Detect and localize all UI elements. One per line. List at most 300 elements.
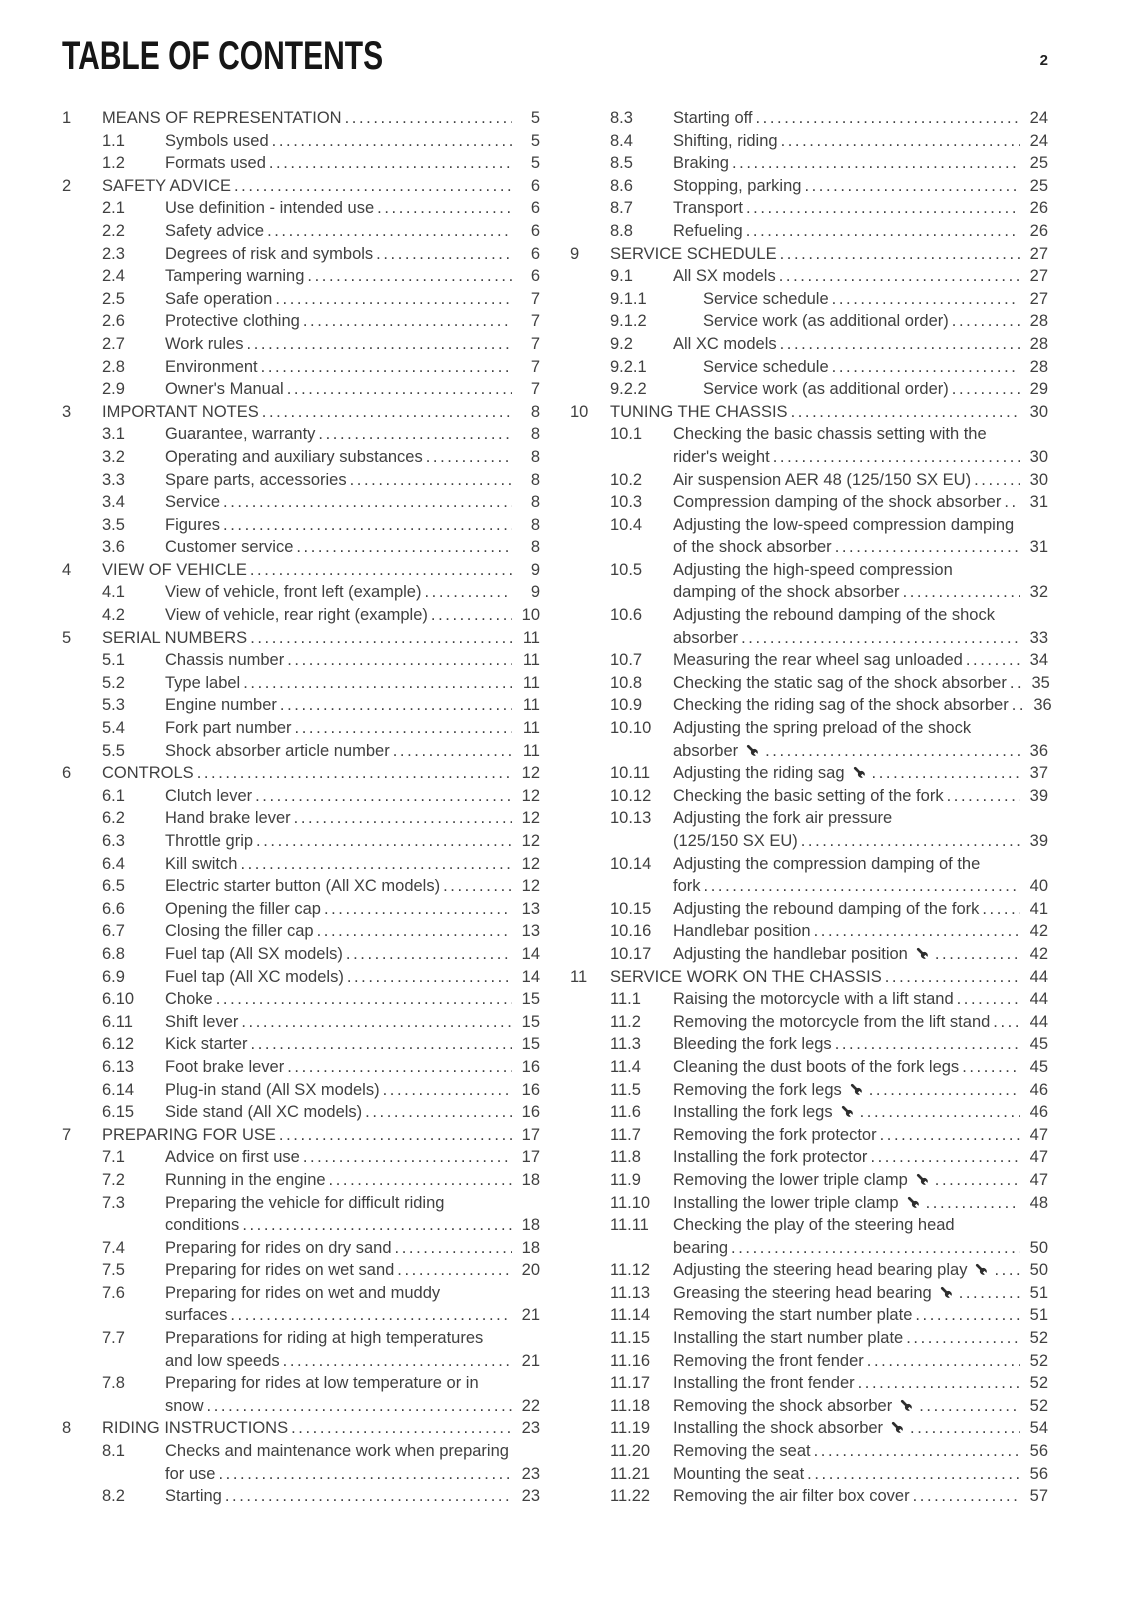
toc-entry [570, 1079, 1048, 1102]
entry-title: VIEW OF VEHICLE [102, 560, 247, 579]
entry-line [165, 514, 540, 537]
entry-number: 2.4 [102, 267, 125, 286]
entry-title: Bleeding the fork legs [673, 1035, 832, 1054]
entry-lines [165, 491, 540, 514]
entry-page-number: 8 [530, 538, 540, 557]
toc-column-right [570, 107, 1052, 1508]
dot-leader [395, 1237, 512, 1260]
toc-entry [62, 717, 540, 740]
entry-lines [165, 1259, 540, 1282]
dot-leader [279, 1124, 512, 1147]
entry-lines [673, 1056, 1048, 1079]
entry-lines [673, 1304, 1048, 1327]
dot-leader [781, 130, 1020, 153]
entry-lines [165, 152, 540, 175]
entry-title: Preparations for riding at high temperatures [165, 1329, 484, 1348]
entry-line [673, 1440, 1048, 1463]
entry-title: Preparing for rides on wet sand [165, 1261, 395, 1280]
entry-line [102, 175, 540, 198]
entry-line [673, 604, 1048, 627]
dot-leader [1012, 694, 1024, 717]
toc-columns [62, 107, 1052, 1508]
entry-line [165, 491, 540, 514]
toc-entry [570, 491, 1048, 514]
entry-page-number: 18 [521, 1216, 540, 1235]
entry-line [165, 152, 540, 175]
entry-line [165, 1237, 540, 1260]
entry-title: Measuring the rear wheel sag unloaded [673, 651, 963, 670]
entry-title: Adjusting the riding sag [673, 764, 845, 783]
dot-leader [347, 966, 512, 989]
entry-title: All XC models [673, 334, 777, 353]
entry-line [102, 1417, 540, 1440]
entry-number: 6.1 [102, 786, 125, 805]
entry-line [673, 1304, 1048, 1327]
entry-title: bearing [673, 1238, 729, 1257]
entry-page-number: 31 [1029, 493, 1048, 512]
toc-entry [570, 333, 1048, 356]
entry-number: 11.14 [610, 1306, 651, 1325]
dot-leader [947, 785, 1020, 808]
entry-lines [165, 310, 540, 333]
toc-entry [570, 288, 1048, 311]
entry-line [102, 762, 540, 785]
entry-line [673, 717, 1048, 740]
entry-lines [165, 333, 540, 356]
dot-leader [329, 1169, 512, 1192]
entry-line [165, 740, 540, 763]
entry-line [673, 1463, 1048, 1486]
dot-leader [223, 514, 512, 537]
entry-line [703, 356, 1048, 379]
entry-number: 1 [62, 109, 72, 127]
dot-leader [746, 220, 1020, 243]
entry-page-number: 50 [1029, 1261, 1048, 1280]
entry-number: 2.7 [102, 334, 125, 353]
entry-lines [165, 130, 540, 153]
entry-title: Removing the start number plate [673, 1306, 913, 1325]
entry-page-number: 33 [1029, 628, 1048, 647]
toc-entry [62, 1282, 540, 1327]
entry-line [673, 1192, 1048, 1215]
entry-line [165, 1372, 540, 1395]
dot-leader [872, 762, 1020, 785]
entry-lines [673, 1282, 1048, 1305]
dot-leader [247, 333, 512, 356]
entry-number: 2.6 [102, 312, 125, 331]
entry-number: 11.2 [610, 1012, 641, 1031]
entry-title: Braking [673, 154, 729, 173]
entry-number: 8.1 [102, 1442, 125, 1461]
entry-lines [165, 1372, 540, 1417]
entry-title: Raising the motorcycle with a lift stand [673, 990, 954, 1009]
entry-lines [165, 446, 540, 469]
entry-title: Service [165, 493, 221, 512]
entry-title: absorber [673, 628, 739, 647]
entry-lines [165, 1237, 540, 1260]
entry-line [165, 694, 540, 717]
entry-line [610, 401, 1048, 424]
entry-line [673, 175, 1048, 198]
entry-lines [673, 1440, 1048, 1463]
entry-line [673, 807, 1048, 830]
entry-title: Installing the fork protector [673, 1148, 868, 1167]
entry-lines [673, 604, 1048, 649]
toc-entry [570, 1259, 1048, 1282]
entry-title: Service work (as additional order) [703, 380, 949, 399]
entry-lines [165, 807, 540, 830]
entry-title: Handlebar position [673, 922, 811, 941]
entry-lines [165, 1011, 540, 1034]
entry-page-number: 36 [1029, 741, 1048, 760]
entry-line [165, 1304, 540, 1327]
entry-page-number: 12 [521, 809, 540, 828]
dot-leader [261, 356, 512, 379]
toc-entry [62, 265, 540, 288]
entry-line [673, 694, 1052, 717]
dot-leader [251, 1033, 512, 1056]
entry-title: Installing the fork legs [673, 1103, 833, 1122]
entry-title: absorber [673, 741, 739, 760]
entry-page-number: 42 [1029, 922, 1048, 941]
entry-number: 10.14 [610, 854, 652, 873]
entry-title: fork [673, 877, 701, 896]
toc-entry [62, 423, 540, 446]
entry-lines [673, 1485, 1048, 1508]
toc-entry [570, 807, 1048, 852]
entry-line [102, 401, 540, 424]
entry-page-number: 47 [1029, 1170, 1048, 1189]
entry-lines [673, 265, 1048, 288]
entry-number: 5 [62, 628, 72, 647]
entry-number: 10.1 [610, 425, 643, 444]
entry-title: Safety advice [165, 221, 265, 240]
entry-line [165, 446, 540, 469]
entry-number: 8.5 [610, 154, 633, 173]
toc-entry [62, 740, 540, 763]
entry-line [673, 627, 1048, 650]
dot-leader [223, 491, 512, 514]
dot-leader [291, 1417, 512, 1440]
entry-line [703, 378, 1048, 401]
entry-line [673, 446, 1048, 469]
entry-lines [102, 627, 540, 650]
entry-lines [673, 152, 1048, 175]
entry-line [165, 220, 540, 243]
entry-title: Checking the basic setting of the fork [673, 786, 944, 805]
entry-line [610, 966, 1048, 989]
entry-title: Greasing the steering head bearing [673, 1283, 932, 1302]
entry-lines [673, 356, 1048, 379]
entry-title: Fuel tap (All XC models) [165, 967, 344, 986]
toc-entry [570, 853, 1048, 898]
entry-title: Advice on first use [165, 1148, 300, 1167]
entry-page-number: 13 [521, 922, 540, 941]
entry-number: 2.2 [102, 221, 125, 240]
toc-entry [62, 1124, 540, 1147]
entry-page-number: 16 [521, 1080, 540, 1099]
dot-leader [216, 988, 512, 1011]
entry-number: 7.7 [102, 1329, 125, 1348]
entry-page-number: 5 [530, 131, 540, 150]
entry-page-number: 10 [521, 606, 540, 625]
toc-entry [570, 175, 1048, 198]
entry-lines [165, 1440, 540, 1485]
entry-line [165, 1214, 540, 1237]
entry-line [165, 966, 540, 989]
entry-title: Checking the basic chassis setting with the [673, 425, 987, 444]
toc-entry [62, 830, 540, 853]
entry-title: Foot brake lever [165, 1057, 285, 1076]
dot-leader [935, 1169, 1020, 1192]
entry-title: Shift lever [165, 1012, 239, 1031]
entry-lines [673, 1417, 1048, 1440]
toc-entry [570, 1101, 1048, 1124]
entry-line [165, 1259, 540, 1282]
entry-title: Chassis number [165, 651, 285, 670]
entry-page-number: 48 [1029, 1193, 1048, 1212]
entry-line [673, 1417, 1048, 1440]
dot-leader [791, 401, 1020, 424]
entry-line [165, 1350, 540, 1373]
dot-leader [443, 875, 512, 898]
entry-line [165, 807, 540, 830]
entry-line [673, 740, 1048, 763]
entry-title: and low speeds [165, 1351, 280, 1370]
dot-leader [835, 536, 1020, 559]
toc-entry [62, 1056, 540, 1079]
entry-title: Degrees of risk and symbols [165, 244, 374, 263]
entry-number: 2.9 [102, 380, 125, 399]
entry-page-number: 16 [521, 1103, 540, 1122]
dot-leader [324, 898, 512, 921]
entry-lines [673, 762, 1048, 785]
entry-line [165, 830, 540, 853]
entry-number: 3.2 [102, 447, 125, 466]
toc-entry [62, 536, 540, 559]
toc-entry [62, 1259, 540, 1282]
entry-title: Shock absorber article number [165, 741, 390, 760]
entry-title: Refueling [673, 221, 743, 240]
toc-entry [570, 1192, 1048, 1215]
entry-line [165, 265, 540, 288]
entry-number: 10.7 [610, 651, 643, 670]
toc-entry [62, 243, 540, 266]
entry-number: 10.17 [610, 944, 652, 963]
dot-leader [225, 1485, 512, 1508]
entry-title: Figures [165, 515, 221, 534]
entry-page-number: 11 [522, 719, 540, 738]
dot-leader [431, 604, 512, 627]
entry-number: 9.1 [610, 267, 633, 286]
entry-page-number: 6 [530, 267, 540, 286]
entry-lines [673, 514, 1048, 559]
entry-lines [673, 310, 1048, 333]
entry-lines [165, 988, 540, 1011]
entry-line [165, 130, 540, 153]
entry-title: for use [165, 1464, 216, 1483]
entry-title: rider's weight [673, 447, 770, 466]
entry-title: Removing the seat [673, 1442, 811, 1461]
toc-entry [62, 627, 540, 650]
toc-entry [570, 1282, 1048, 1305]
toc-entry [62, 220, 540, 243]
toc-entry [570, 1033, 1048, 1056]
entry-lines [165, 536, 540, 559]
entry-number: 6.4 [102, 854, 125, 873]
entry-line [673, 762, 1048, 785]
entry-page-number: 29 [1029, 380, 1048, 399]
entry-lines [165, 514, 540, 537]
entry-lines [165, 197, 540, 220]
entry-number: 10.9 [610, 696, 643, 715]
entry-title: Tampering warning [165, 267, 305, 286]
entry-page-number: 6 [530, 244, 540, 263]
entry-lines [673, 378, 1048, 401]
toc-entry [62, 1011, 540, 1034]
toc-entry [62, 672, 540, 695]
entry-page-number: 39 [1029, 832, 1048, 850]
dot-leader [294, 807, 512, 830]
entry-lines [165, 1101, 540, 1124]
entry-title: Adjusting the compression damping of the [673, 854, 981, 873]
entry-number: 2.3 [102, 244, 125, 263]
entry-page-number: 37 [1029, 764, 1048, 783]
entry-line [165, 1192, 540, 1215]
entry-line [165, 1440, 540, 1463]
entry-line [673, 469, 1048, 492]
dot-leader [906, 1327, 1020, 1350]
toc-entry [570, 1304, 1048, 1327]
entry-page-number: 30 [1029, 447, 1048, 466]
entry-page-number: 32 [1029, 583, 1048, 602]
toc-entry [62, 469, 540, 492]
entry-number: 6.5 [102, 877, 125, 896]
entry-line [703, 310, 1048, 333]
entry-number: 3.1 [102, 425, 125, 444]
entry-line [673, 672, 1048, 695]
entry-page-number: 22 [521, 1396, 540, 1415]
entry-line [165, 1463, 540, 1486]
dot-leader [746, 197, 1020, 220]
entry-line [673, 559, 1048, 582]
entry-page-number: 6 [530, 176, 540, 195]
entry-line [165, 1327, 540, 1350]
toc-entry [62, 649, 540, 672]
entry-page-number: 6 [530, 199, 540, 218]
entry-title: Environment [165, 357, 258, 376]
toc-entry [570, 717, 1048, 762]
entry-number: 10.5 [610, 560, 643, 579]
entry-title: Spare parts, accessories [165, 470, 347, 489]
entry-title: Removing the lower triple clamp [673, 1170, 908, 1189]
entry-number: 7.5 [102, 1261, 125, 1280]
entry-page-number: 14 [521, 944, 540, 963]
wrench-icon [905, 1194, 921, 1210]
toc-entry [570, 220, 1048, 243]
entry-title: (125/150 SX EU) [673, 832, 798, 850]
entry-line [165, 1169, 540, 1192]
entry-lines [165, 853, 540, 876]
entry-title: Cleaning the dust boots of the fork legs [673, 1057, 960, 1076]
entry-line [165, 717, 540, 740]
toc-entry [570, 423, 1048, 468]
entry-line [673, 1259, 1048, 1282]
dot-leader [287, 649, 512, 672]
dot-leader [832, 356, 1020, 379]
toc-entry [62, 491, 540, 514]
entry-lines [673, 1350, 1048, 1373]
wrench-icon [898, 1397, 914, 1413]
entry-number: 11.4 [610, 1057, 641, 1076]
entry-title: Air suspension AER 48 (125/150 SX EU) [673, 470, 972, 489]
entry-page-number: 36 [1033, 696, 1052, 715]
entry-line [673, 1033, 1048, 1056]
entry-title: Running in the engine [165, 1170, 326, 1189]
entry-number: 4.1 [102, 583, 125, 602]
entry-number: 4 [62, 560, 72, 579]
toc-entry [570, 966, 1048, 989]
toc-entry [62, 694, 540, 717]
dot-leader [804, 175, 1020, 198]
entry-line [102, 559, 540, 582]
entry-number: 6.13 [102, 1057, 135, 1076]
toc-entry [62, 197, 540, 220]
entry-title: MEANS OF REPRESENTATION [102, 109, 342, 127]
entry-number: 10.11 [610, 764, 651, 783]
entry-number: 5.3 [102, 696, 125, 715]
toc-entry [62, 514, 540, 537]
entry-line [673, 220, 1048, 243]
entry-line [165, 785, 540, 808]
toc-entry [570, 514, 1048, 559]
dot-leader [317, 920, 512, 943]
dot-leader [952, 378, 1020, 401]
entry-number: 11 [570, 967, 588, 986]
entry-title: All SX models [673, 267, 776, 286]
entry-title: Type label [165, 673, 241, 692]
entry-number: 11.20 [610, 1442, 651, 1461]
entry-lines [673, 717, 1048, 762]
entry-line [102, 1124, 540, 1147]
entry-page-number: 15 [521, 1012, 540, 1031]
entry-number: 11.18 [610, 1396, 651, 1415]
dot-leader [397, 1259, 512, 1282]
dot-leader [241, 1011, 512, 1034]
entry-title: Adjusting the handlebar position [673, 944, 908, 963]
entry-lines [165, 898, 540, 921]
toc-entry [62, 988, 540, 1011]
entry-number: 3.4 [102, 493, 125, 512]
dot-leader [303, 1146, 512, 1169]
entry-page-number: 11 [522, 741, 540, 760]
entry-number: 11.6 [610, 1103, 641, 1122]
entry-line [673, 1124, 1048, 1147]
dot-leader [197, 762, 512, 785]
entry-title: Service work (as additional order) [703, 312, 949, 331]
entry-line [165, 536, 540, 559]
entry-number: 7.8 [102, 1374, 125, 1393]
entry-lines [165, 649, 540, 672]
toc-entry [570, 265, 1048, 288]
entry-lines [673, 1192, 1048, 1215]
entry-lines [673, 1463, 1048, 1486]
entry-title: RIDING INSTRUCTIONS [102, 1419, 289, 1438]
entry-title: Throttle grip [165, 832, 254, 850]
entry-lines [673, 107, 1048, 130]
entry-page-number: 52 [1029, 1329, 1048, 1348]
entry-line [673, 1350, 1048, 1373]
